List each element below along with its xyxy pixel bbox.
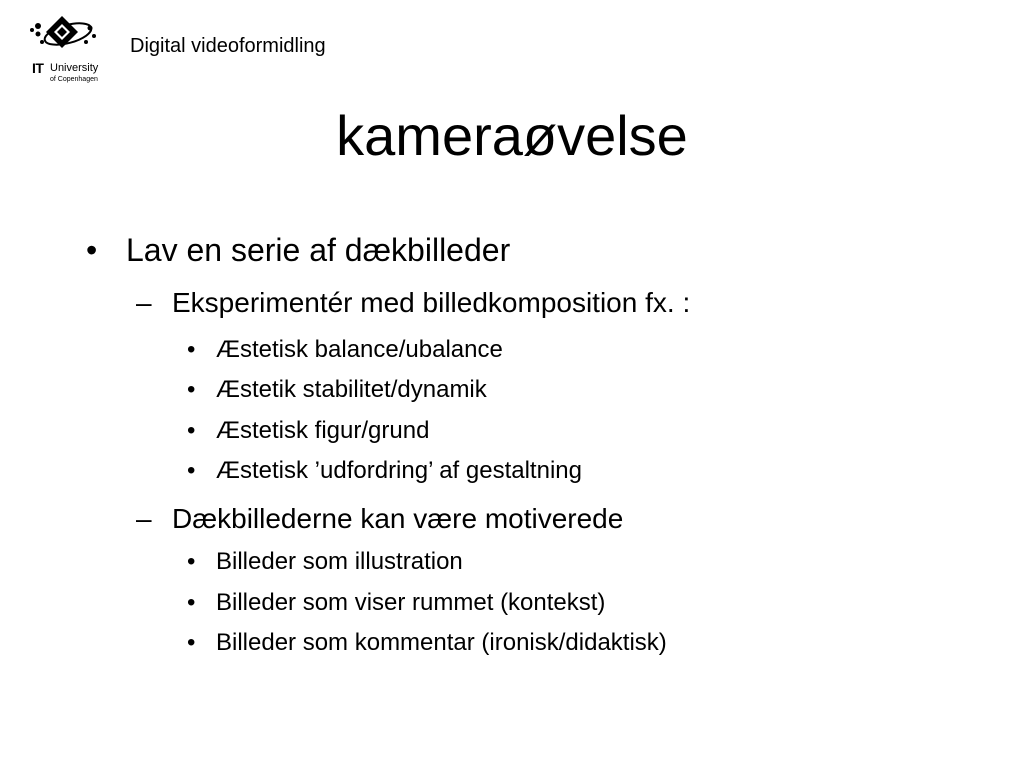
list-item-text: Æstetisk balance/ubalance	[216, 336, 503, 363]
list-item-text: Billeder som illustration	[216, 548, 463, 575]
bullet-marker: •	[86, 232, 98, 268]
logo-emblem-icon	[28, 12, 112, 62]
list-item-text: Æstetik stabilitet/dynamik	[216, 376, 487, 403]
list-item-text: Æstetisk ’udfordring’ af gestaltning	[216, 457, 582, 484]
bullet-level1-text: Lav en serie af dækbilleder	[126, 232, 511, 268]
list-item-text: Billeder som viser rummet (kontekst)	[216, 589, 606, 616]
bullet-marker: •	[187, 589, 196, 616]
logo-university-text: University	[50, 62, 99, 74]
logo-it-text: IT	[32, 60, 44, 76]
list-item-text: Billeder som kommentar (ironisk/didaktisk)	[216, 629, 667, 656]
bullet-marker: •	[187, 417, 196, 444]
it-university-logo	[28, 12, 112, 90]
course-title: Digital videoformidling	[130, 35, 326, 57]
dash-marker: –	[136, 287, 152, 318]
bullet-marker: •	[187, 376, 196, 403]
list-item-text: Æstetisk figur/grund	[216, 417, 430, 444]
logo-copenhagen-text: of Copenhagen	[50, 76, 98, 83]
bullet-marker: •	[187, 457, 196, 484]
dash-marker: –	[136, 503, 152, 534]
sub-bullet-1-text: Eksperimentér med billedkomposition fx. :	[172, 287, 691, 318]
slide-title: kameraøvelse	[336, 104, 688, 167]
sub-bullet-2-text: Dækbillederne kan være motiverede	[172, 503, 624, 534]
bullet-marker: •	[187, 548, 196, 575]
bullet-marker: •	[187, 336, 196, 363]
bullet-marker: •	[187, 629, 196, 656]
